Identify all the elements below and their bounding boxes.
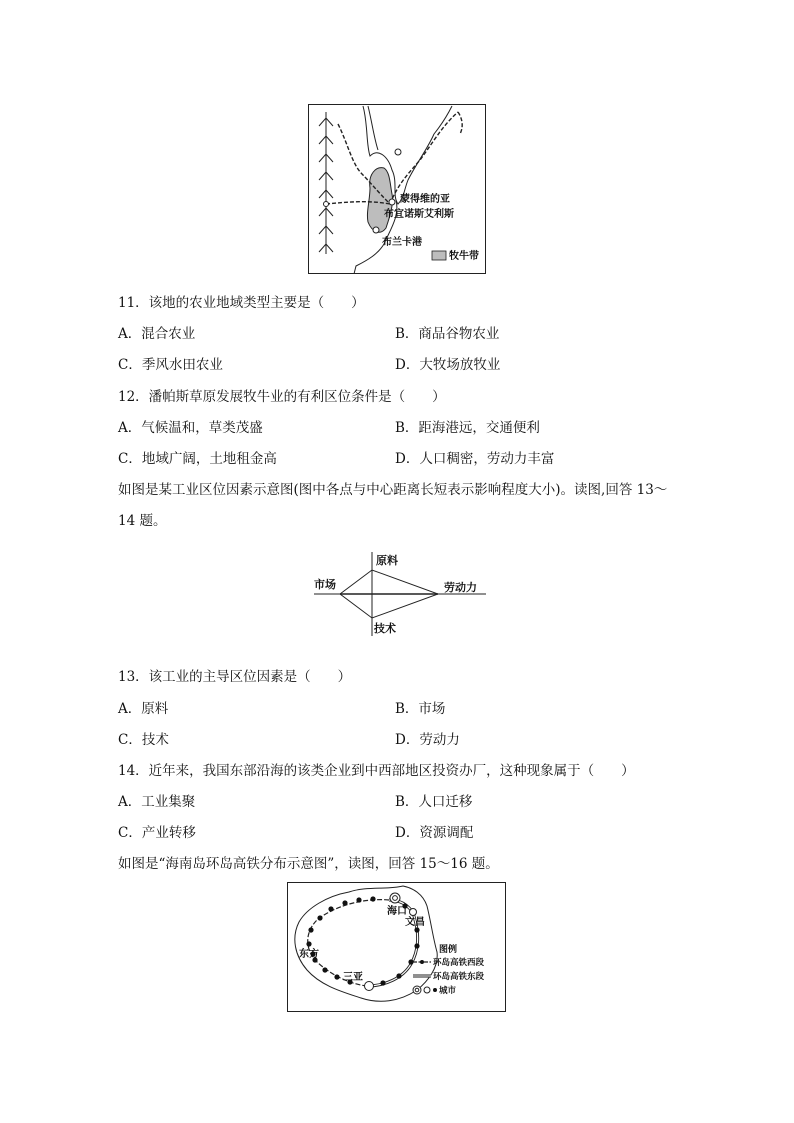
legend-city: 城市	[439, 986, 457, 996]
q12-option-a: A．气候温和，草类茂盛	[118, 420, 263, 436]
label-haikou: 海口	[387, 906, 407, 917]
q13-stem: 13．该工业的主导区位因素是（ ）	[118, 669, 352, 685]
intro-13-line2: 14 题。	[118, 513, 167, 529]
legend-cattle-belt: 牧牛带	[449, 251, 479, 262]
pampas-map	[308, 104, 486, 274]
q13-option-b: B．市场	[395, 701, 446, 717]
label-buenos-aires: 布宜诺斯艾利斯	[384, 209, 454, 220]
q11-option-b: B．商品谷物农业	[395, 326, 500, 342]
hainan-railway-map	[287, 882, 506, 1012]
q12-stem: 12．潘帕斯草原发展牧牛业的有利区位条件是（ ）	[118, 389, 446, 405]
factor-raw-material: 原料	[376, 554, 398, 567]
label-wenchang: 文昌	[405, 917, 425, 928]
intro-15: 如图是“海南岛环岛高铁分布示意图”，读图，回答 15～16 题。	[118, 856, 499, 872]
q11-option-a: A．混合农业	[118, 326, 196, 342]
label-montevideo: 蒙得维的亚	[400, 194, 450, 205]
q14-option-d: D．资源调配	[395, 825, 474, 841]
q14-option-b: B．人口迁移	[395, 794, 473, 810]
factor-labor: 劳动力	[444, 581, 477, 594]
legend-title: 图例	[439, 945, 458, 955]
label-sanya: 三亚	[343, 972, 363, 983]
q13-option-c: C．技术	[118, 732, 169, 748]
q14-stem: 14．近年来，我国东部沿海的该类企业到中西部地区投资办厂，这种现象属于（ ）	[118, 763, 635, 779]
q11-option-d: D．大牧场放牧业	[395, 357, 501, 373]
label-bahia-blanca: 布兰卡港	[382, 237, 422, 248]
q12-option-d: D．人口稠密，劳动力丰富	[395, 451, 555, 467]
q14-option-c: C．产业转移	[118, 825, 196, 841]
label-dongfang: 东方	[299, 949, 319, 960]
factor-market: 市场	[314, 578, 336, 591]
q11-option-c: C．季风水田农业	[118, 357, 223, 373]
q13-option-d: D．劳动力	[395, 732, 460, 748]
q12-option-b: B．距海港远，交通便利	[395, 420, 540, 436]
q14-option-a: A．工业集聚	[118, 794, 196, 810]
q13-option-a: A．原料	[118, 701, 169, 717]
location-factor-diagram	[310, 548, 490, 638]
q12-option-c: C．地域广阔，土地租金高	[118, 451, 277, 467]
intro-13-line1: 如图是某工业区位因素示意图(图中各点与中心距离长短表示影响程度大小)。读图,回答 13～	[118, 482, 668, 498]
q11-stem: 11．该地的农业地域类型主要是（ ）	[118, 295, 365, 311]
legend-east: 环岛高铁东段	[433, 972, 485, 982]
factor-technology: 技术	[374, 622, 396, 635]
legend-west: 环岛高铁西段	[433, 958, 485, 968]
